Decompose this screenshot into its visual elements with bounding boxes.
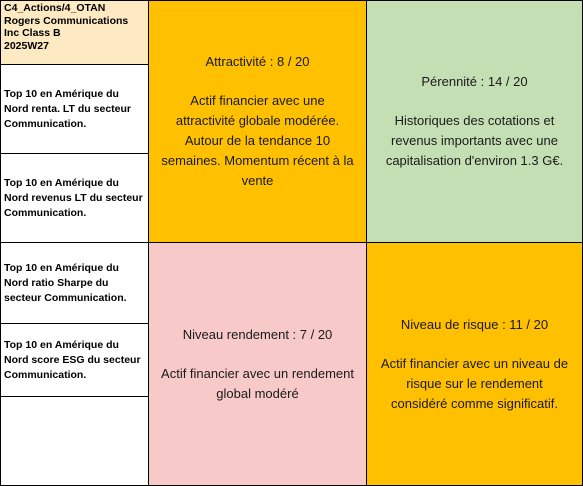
ranking-text: Top 10 en Amérique du Nord score ESG du secteur Communication.: [4, 338, 141, 381]
panel-attractivite: [148, 0, 367, 243]
header-share-class: Inc Class B: [4, 27, 61, 39]
ranking-cell-sharpe: [0, 242, 149, 324]
panel-title: Attractivité : 8 / 20: [205, 54, 310, 69]
header-category: C4_Actions/4_OTAN: [4, 2, 106, 14]
panel-description: Actif financier avec un niveau de risque sur le rendement considéré comme significatif.: [380, 355, 569, 411]
ranking-cell-esg: [0, 323, 149, 397]
header-company-name: Rogers Communications: [4, 14, 129, 27]
ranking-cell-revenue: [0, 153, 149, 243]
ranking-cell-profitability: [0, 64, 149, 154]
panel-title: Niveau rendement : 7 / 20: [182, 326, 333, 342]
panel-description: Actif financier avec un rendement global modéré: [161, 365, 354, 401]
panel-title: Niveau de risque : 11 / 20: [400, 316, 549, 332]
ranking-text: Top 10 en Amérique du Nord ratio Sharpe du secteur Communication.: [4, 261, 127, 304]
panel-rendement: [148, 242, 367, 486]
ranking-cell-empty: [0, 396, 149, 486]
panel-perennite: [366, 0, 583, 243]
panel-risque: [366, 242, 583, 486]
ranking-text: Top 10 en Amérique du Nord renta. LT du secteur Communication.: [4, 87, 131, 130]
header-week: 2025W27: [4, 39, 49, 52]
ranking-text: Top 10 en Amérique du Nord revenus LT du secteur Communication.: [4, 176, 143, 219]
panel-description: Actif financier avec une attractivité globale modérée. Autour de la tendance 10 semaines. Momentum récent à la vente: [161, 93, 354, 188]
panel-description: Historiques des cotations et revenus importants avec une capitalisation d'environ 1.3 G€.: [385, 113, 564, 168]
security-header: [0, 0, 149, 65]
panel-title: Pérennité : 14 / 20: [421, 74, 528, 89]
